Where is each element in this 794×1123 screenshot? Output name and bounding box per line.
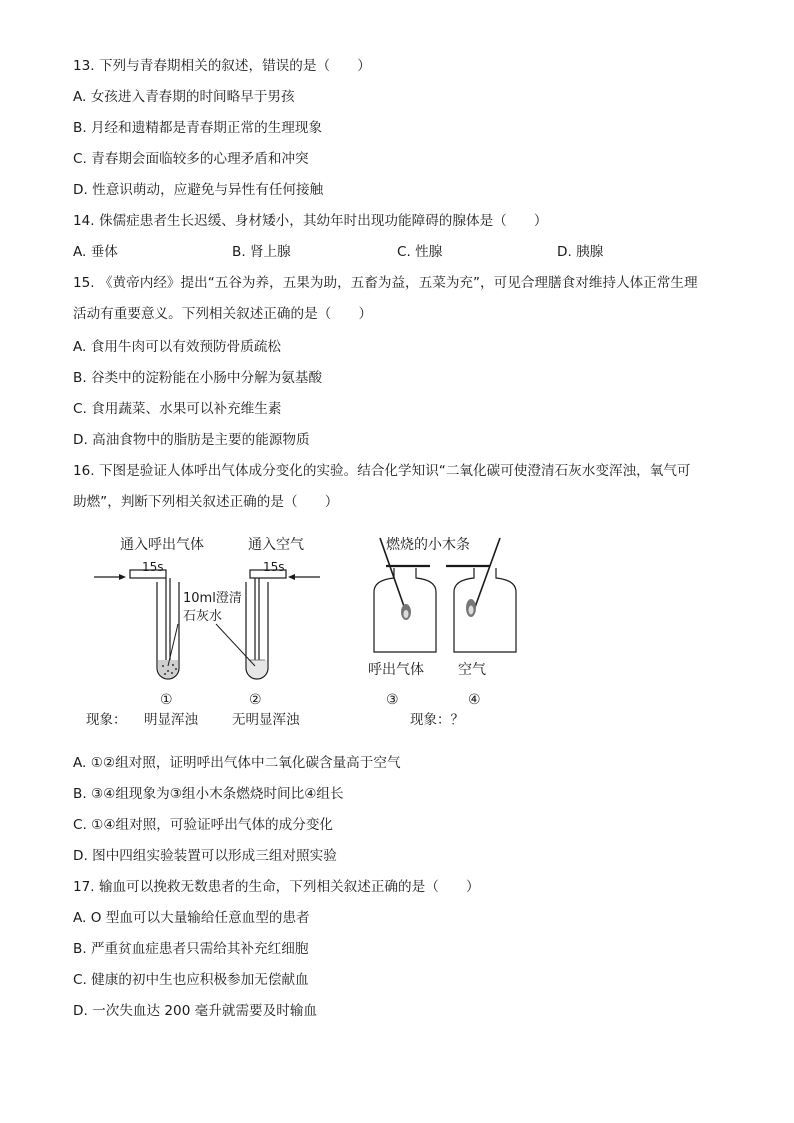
result-tube-2: 无明显浑浊	[232, 712, 300, 728]
q13-option-a: A. 女孩进入青春期的时间略早于男孩	[73, 89, 295, 105]
q13-option-c: C. 青春期会面临较多的心理矛盾和冲突	[73, 151, 309, 167]
result-tube-1: 明显浑浊	[144, 712, 198, 728]
q17-option-d: D. 一次失血达 200 毫升就需要及时输血	[73, 1003, 318, 1019]
q15-option-c: C. 食用蔬菜、水果可以补充维生素	[73, 401, 282, 417]
q17-option-a: A. O 型血可以大量输给任意血型的患者	[73, 910, 310, 926]
q13-option-b: B. 月经和遗精都是青春期正常的生理现象	[73, 120, 323, 136]
q15-option-d: D. 高油食物中的脂肪是主要的能源物质	[73, 432, 310, 448]
q16-stem-line2: 助燃”，判断下列相关叙述正确的是（ ）	[73, 494, 339, 510]
bottle-4	[446, 566, 516, 652]
q14-option-c: C. 性腺	[397, 244, 443, 260]
q15-stem-line1: 15. 《黄帝内经》提出“五谷为养，五果为助，五畜为益，五菜为充”，可见合理膳食对维持人体正常生理	[73, 275, 698, 291]
arrow-air	[288, 574, 320, 580]
q14-option-b: B. 肾上腺	[232, 244, 291, 260]
bottle-number-4: ④	[468, 692, 481, 708]
q14-stem: 14. 侏儒症患者生长迟缓、身材矮小，其幼年时出现功能障碍的腺体是（ ）	[73, 213, 548, 229]
q16-option-a: A. ①②组对照，证明呼出气体中二氧化碳含量高于空气	[73, 755, 401, 771]
phenomenon-label-1: 现象：	[86, 712, 127, 728]
burning-stick-label: 燃烧的小木条	[386, 537, 470, 553]
limewater-pointer	[168, 624, 255, 666]
q16-option-b: B. ③④组现象为③组小木条燃烧时间比④组长	[73, 786, 344, 802]
time-label-1: 15s	[142, 560, 164, 574]
q13-stem: 13. 下列与青春期相关的叙述，错误的是（ ）	[73, 58, 371, 74]
q14-option-d: D. 胰腺	[557, 244, 604, 260]
q16-option-d: D. 图中四组实验装置可以形成三组对照实验	[73, 848, 337, 864]
q17-option-b: B. 严重贫血症患者只需给其补充红细胞	[73, 941, 309, 957]
experiment-diagram	[80, 526, 520, 732]
limewater-label-line2: 石灰水	[183, 609, 223, 624]
label-air-in: 通入空气	[248, 537, 304, 553]
phenomenon-label-2: 现象：？	[410, 712, 464, 728]
test-tube-2	[246, 578, 268, 679]
q15-stem-line2: 活动有重要意义。下列相关叙述正确的是（ ）	[73, 306, 373, 322]
q15-option-b: B. 谷类中的淀粉能在小肠中分解为氨基酸	[73, 370, 323, 386]
time-label-2: 15s	[263, 560, 285, 574]
burning-stick-4	[466, 538, 500, 617]
limewater-label-line1: 10ml澄清	[183, 591, 242, 606]
arrow-exhaled	[94, 574, 126, 580]
bottle-number-3: ③	[386, 692, 399, 708]
q13-option-d: D. 性意识萌动，应避免与异性有任何接触	[73, 182, 324, 198]
label-exhaled-in: 通入呼出气体	[120, 537, 204, 553]
tube-number-2: ②	[249, 692, 262, 708]
bottle-4-label: 空气	[458, 662, 486, 678]
q16-option-c: C. ①④组对照，可验证呼出气体的成分变化	[73, 817, 334, 833]
bottle-3-label: 呼出气体	[368, 662, 424, 678]
q17-stem: 17. 输血可以挽救无数患者的生命，下列相关叙述正确的是（ ）	[73, 879, 480, 895]
q16-stem-line1: 16. 下图是验证人体呼出气体成分变化的实验。结合化学知识“二氧化碳可使澄清石灰水变浑浊，氧气可	[73, 463, 691, 479]
q14-option-a: A. 垂体	[73, 244, 118, 260]
q15-option-a: A. 食用牛肉可以有效预防骨质疏松	[73, 339, 282, 355]
tube-number-1: ①	[160, 692, 173, 708]
q17-option-c: C. 健康的初中生也应积极参加无偿献血	[73, 972, 309, 988]
